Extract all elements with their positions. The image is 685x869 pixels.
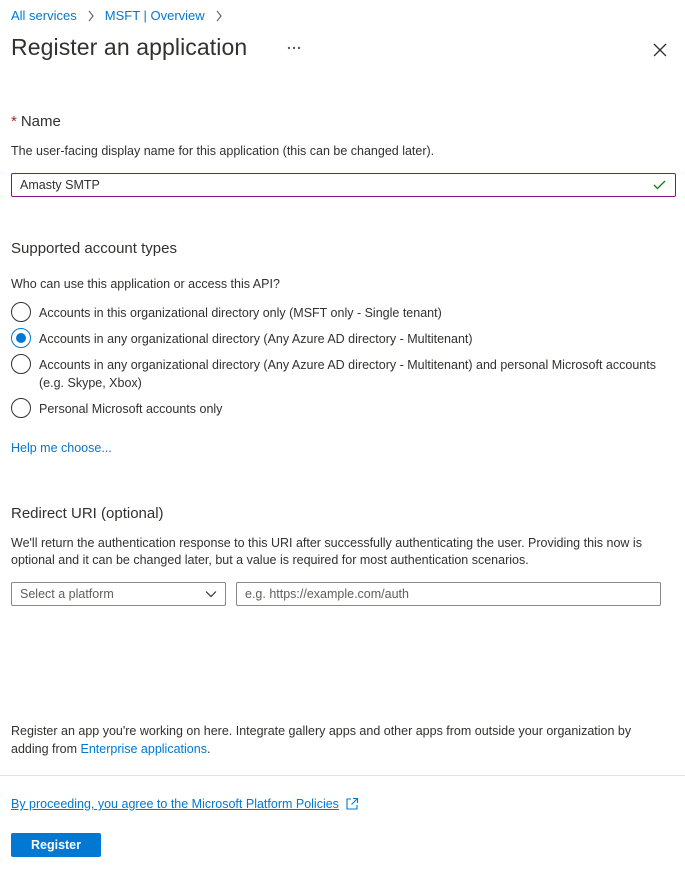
- help-me-choose-link[interactable]: Help me choose...: [11, 441, 112, 455]
- ellipsis-icon[interactable]: [284, 38, 304, 58]
- divider: [0, 775, 685, 776]
- name-label-text: Name: [20, 113, 61, 130]
- footer-text-after: .: [206, 742, 211, 756]
- platform-select-placeholder: Select a platform: [20, 587, 114, 601]
- radio-label: Accounts in this organizational directory only (MSFT only - Single tenant): [39, 306, 442, 320]
- account-option-multitenant-personal[interactable]: [11, 356, 659, 392]
- enterprise-applications-link[interactable]: Enterprise applications: [80, 742, 207, 756]
- breadcrumb-msft-overview[interactable]: MSFT | Overview: [104, 8, 205, 23]
- redirect-uri-description: We'll return the authentication response to this URI after successfully authenticating the user. Providing this now is optional and it can be changed later, but a value is required for most authentication scenarios.: [11, 536, 642, 567]
- platform-policies-link-text: By proceeding, you agree to the Microsoft Platform Policies: [11, 797, 339, 811]
- account-option-multitenant[interactable]: [11, 330, 659, 348]
- chevron-down-icon: [205, 590, 217, 598]
- page-title: Register an application: [11, 34, 248, 60]
- close-icon[interactable]: [650, 40, 670, 60]
- chevron-right-icon: [87, 10, 95, 22]
- platform-select[interactable]: [11, 582, 226, 606]
- breadcrumb: [11, 8, 233, 23]
- radio-label: Accounts in any organizational directory (Any Azure AD directory - Multitenant) and personal Microsoft accounts (e.g. Skype, Xbox): [39, 358, 656, 390]
- radio-label: Personal Microsoft accounts only: [39, 402, 223, 416]
- account-option-single-tenant[interactable]: [11, 304, 659, 322]
- checkmark-icon: [653, 178, 667, 192]
- register-button[interactable]: Register: [11, 833, 101, 857]
- footer-text-before: Register an app you're working on here. Integrate gallery apps and other apps from outside your organization by adding from: [11, 724, 632, 756]
- chevron-right-icon: [215, 10, 223, 22]
- name-field-value: Amasty SMTP: [20, 178, 100, 192]
- redirect-uri-input[interactable]: e.g. https://example.com/auth: [236, 582, 661, 606]
- radio-button[interactable]: [11, 398, 31, 418]
- name-field[interactable]: [11, 173, 676, 197]
- footer-info-text: [11, 722, 671, 758]
- external-link-icon: [345, 797, 359, 811]
- radio-button[interactable]: [11, 354, 31, 374]
- radio-button[interactable]: [11, 302, 31, 322]
- required-marker: *: [11, 113, 17, 130]
- redirect-uri-heading: Redirect URI (optional): [11, 505, 164, 522]
- account-option-personal[interactable]: [11, 400, 659, 418]
- breadcrumb-all-services[interactable]: All services: [11, 8, 77, 23]
- account-types-heading: Supported account types: [11, 240, 177, 257]
- name-label: [11, 113, 61, 130]
- platform-policies-link[interactable]: [11, 797, 359, 811]
- radio-label: Accounts in any organizational directory (Any Azure AD directory - Multitenant): [39, 332, 473, 346]
- account-types-question: Who can use this application or access this API?: [11, 277, 280, 291]
- radio-button-selected[interactable]: [11, 328, 31, 348]
- name-description: The user-facing display name for this application (this can be changed later).: [11, 144, 435, 158]
